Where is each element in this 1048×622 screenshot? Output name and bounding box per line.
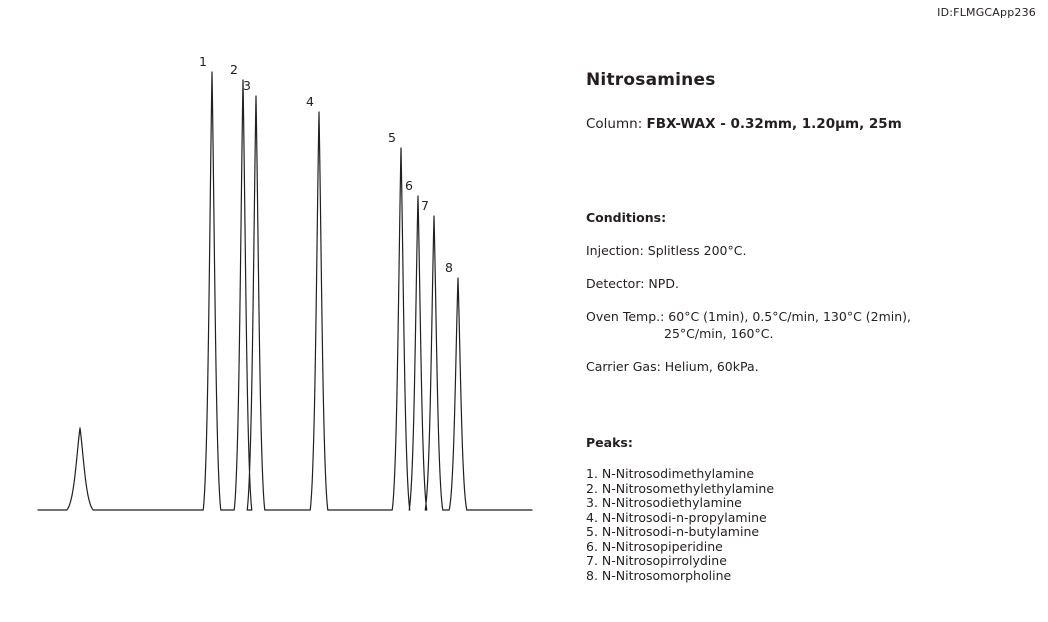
chromatogram-peak-labels xyxy=(199,54,453,275)
application-id-tag: ID:FLMGCApp236 xyxy=(937,6,1036,19)
chromatogram-trace-group xyxy=(38,72,532,510)
peak-number-label: 7 xyxy=(421,198,429,213)
peaks-heading: Peaks: xyxy=(586,435,633,451)
peak-list-item: 7. N-Nitrosopirrolydine xyxy=(586,553,727,569)
condition-row xyxy=(586,243,1026,260)
condition-text-continued: 25°C/min, 160°C. xyxy=(664,325,774,341)
peak-list-item: 8. N-Nitrosomorpholine xyxy=(586,567,732,583)
condition-text: Detector: NPD. xyxy=(586,275,679,291)
peak-number-label: 8 xyxy=(445,260,453,275)
condition-row xyxy=(586,276,1026,293)
peak-list-item: 3. N-Nitrosodiethylamine xyxy=(586,495,742,511)
peak-number-label: 4 xyxy=(306,94,314,109)
peak-list-item: 5. N-Nitrosodi-n-butylamine xyxy=(586,524,760,540)
column-label: Column: xyxy=(586,116,647,132)
peak-number-label: 3 xyxy=(243,78,251,93)
peak-list-item: 6. N-Nitrosopiperidine xyxy=(586,538,723,554)
column-line xyxy=(586,116,1026,132)
peak-number-label: 2 xyxy=(230,62,238,77)
peak-list-item: 4. N-Nitrosodi-n-propylamine xyxy=(586,509,767,525)
peak-number-label: 1 xyxy=(199,54,207,69)
column-value: FBX-WAX - 0.32mm, 1.20µm, 25m xyxy=(646,116,902,132)
condition-text: Injection: Splitless 200°C. xyxy=(586,243,747,258)
peak-list-item: 1. N-Nitrosodimethylamine xyxy=(586,466,755,482)
peaks-block xyxy=(586,435,1026,583)
conditions-block xyxy=(586,210,1026,375)
chromatogram-panel xyxy=(0,40,560,610)
conditions-heading: Conditions: xyxy=(586,210,667,225)
method-info-panel xyxy=(586,70,1026,583)
peak-number-label: 5 xyxy=(388,130,396,145)
peak-number-label: 6 xyxy=(405,178,413,193)
page-title: Nitrosamines xyxy=(586,70,716,90)
peaks-list xyxy=(586,467,1026,583)
condition-text: Oven Temp.: 60°C (1min), 0.5°C/min, 130°C (2min), xyxy=(586,308,912,324)
chromatogram-trace xyxy=(38,72,532,510)
peak-list-item: 2. N-Nitrosomethylethylamine xyxy=(586,480,775,496)
conditions-list xyxy=(586,243,1026,375)
condition-row xyxy=(586,309,1026,343)
condition-row xyxy=(586,359,1026,376)
chromatogram-plot xyxy=(0,40,560,610)
condition-text: Carrier Gas: Helium, 60kPa. xyxy=(586,358,759,374)
